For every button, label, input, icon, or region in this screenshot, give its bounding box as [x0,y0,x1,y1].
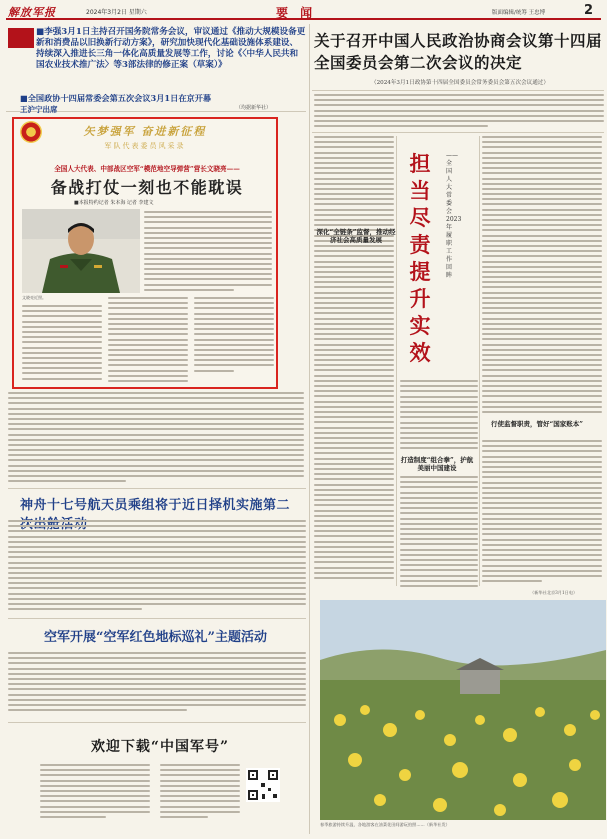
decision-headline: 关于召开中国人民政治协商会议第十四届全国委员会第二次会议的决定 [314,31,603,72]
decision-body-text [314,94,604,130]
feature-banner [50,123,240,159]
subhead-a: 深化“全链条”监督，推动经济社会高质量发展 [316,228,396,244]
photo-caption: 春季旅游持续升温，各地游客在油菜花田间游玩拍照……（新华社发） [320,822,450,827]
column-divider [396,136,397,586]
feature-body-col3 [194,297,274,385]
right-col-2-bottom [400,476,478,588]
issue-date: 2024年3月2日 星期六 [86,9,147,16]
article-signature: （新华社北京3月1日电） [530,590,578,595]
decision-subtitle: （2024年3月1日政协第十四届全国委员会常务委员会第五次会议通过） [371,80,549,86]
feature-banner-title: 矢梦强军 奋进新征程 [83,125,207,138]
feature-headline: 备战打仗一刻也不能耽误 [50,178,244,197]
column-divider [309,24,310,834]
photo-caption: 文晓亮近照。 [22,295,46,300]
army-emblem-icon [20,121,42,143]
brief-source: （均据新华社） [236,105,272,111]
qr-code-icon [246,768,280,802]
divider [8,618,306,619]
redflag-body [8,652,306,718]
vertical-headline: 担当尽责提升实效 [409,151,431,365]
feature-body-col1 [22,305,102,385]
right-col-3-lower [482,440,602,588]
right-col-3 [482,136,602,416]
divider [312,132,604,133]
subhead-c: 行使监督职责，管好“国家账本” [491,420,583,428]
editor-credit: 版面编辑/统筹 王忠博 [492,10,546,16]
canola-field-photo [320,600,606,820]
masthead [6,4,601,20]
subhead-b: 打造制度“组合拳”，护航美丽中国建设 [400,456,474,472]
feature-body-col2 [108,297,188,385]
newspaper-logo: 解放军报 [8,6,56,19]
column-divider [479,136,480,586]
download-text-left [40,764,150,830]
download-text-right [160,764,240,830]
download-banner [40,728,280,836]
feature-body-right [144,211,272,295]
feature-kicker: 全国人大代表、中部战区空军“模范地空导弹营”营长文晓亮—— [54,165,240,173]
page-number: 2 [584,3,594,18]
download-title: 欢迎下载“中国军号” [90,739,230,755]
brief-accent-bar [8,28,34,48]
divider [8,722,306,723]
feature-banner-subtitle: 军队代表委员风采录 [104,142,186,150]
section-title: 要 闻 [276,6,317,20]
soldier-portrait-image [22,209,140,293]
shenzhou-headline: 神舟十七号航天员乘组将于近日择机实施第二 [20,498,291,513]
divider [8,488,306,489]
right-col-1 [314,136,394,588]
brief-headline-1: ■李强3月1日主持召开国务院常务会议，审议通过《推动大规模设备更新和消费品以旧换新行动方案》，研究加快现代化基础设施体系建设、持续深入推进长三角一体化高质量发展等工作，讨论《〈中华人民共和国农业技术推广法〉等3部法律的修正案（草案）》 [36,27,306,70]
canola-field-image [320,600,606,820]
portrait-photo [22,209,140,293]
shenzhou-body [8,520,306,616]
brief-headline-2: ■全国政协十四届常委会第五次会议3月1日在京开幕 [20,93,212,103]
brief-tail: 王沪宁出席 [20,105,58,114]
news-brief [6,24,306,112]
right-col-2-lower [400,380,478,452]
featured-story-box [12,117,278,389]
left-article-body [8,392,304,488]
redflag-headline: 空军开展“空军红色地标巡礼”主题活动 [44,630,267,645]
vertical-subtitle: ——全国人大常委会2023年履职工作回眸 [446,152,462,279]
divider [312,90,604,91]
feature-byline: ■本报特约记者 朱本海 记者 李建文 [74,200,154,206]
